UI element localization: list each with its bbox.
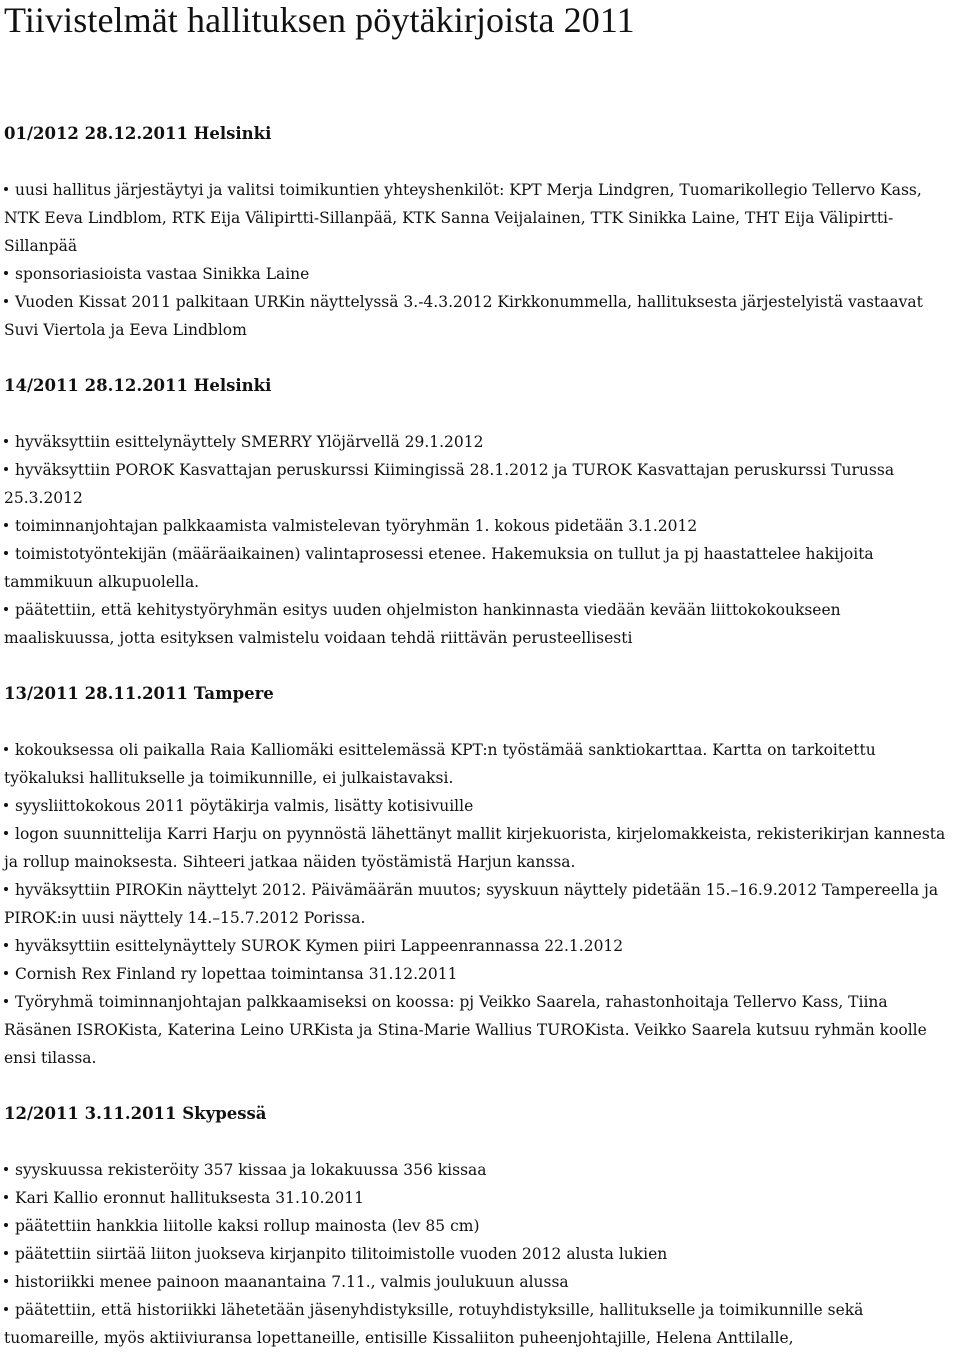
summary-list: [4, 176, 956, 344]
list-item: toiminnanjohtajan palkkaamista valmistelevan työryhmän 1. kokous pidetään 3.1.2012: [4, 512, 956, 540]
list-item: uusi hallitus järjestäytyi ja valitsi toimikuntien yhteyshenkilöt: KPT Merja Lindgren, Tuomarikollegio Tellervo Kass, NTK Eeva Lindblom, RTK Eija Välipirtti-Sillanpää, KTK Sanna Veijalainen, TTK Sinikka Laine, THT Eija Välipirtti-Sillanpää: [4, 176, 956, 260]
bullet-icon: [4, 1240, 15, 1268]
list-item: sponsoriasioista vastaa Sinikka Laine: [4, 260, 956, 288]
bullet-icon: [4, 428, 15, 456]
list-item: hyväksyttiin PIROKin näyttelyt 2012. Päivämäärän muutos; syyskuun näyttely pidetään 15.–16.9.2012 Tampereella ja PIROK:in uusi näyttely 14.–15.7.2012 Porissa.: [4, 876, 956, 932]
list-item: hyväksyttiin POROK Kasvattajan peruskurssi Kiimingissä 28.1.2012 ja TUROK Kasvattajan peruskurssi Turussa 25.3.2012: [4, 456, 956, 512]
list-item: hyväksyttiin esittelynäyttely SMERRY Ylöjärvellä 29.1.2012: [4, 428, 956, 456]
list-item: Kari Kallio eronnut hallituksesta 31.10.2011: [4, 1184, 956, 1212]
section-heading: 01/2012 28.12.2011 Helsinki: [4, 124, 272, 143]
bullet-icon: [4, 820, 15, 848]
list-item: Vuoden Kissat 2011 palkitaan URKin näyttelyssä 3.-4.3.2012 Kirkkonummella, hallituksesta järjestelyistä vastaavat Suvi Viertola ja Eeva Lindblom: [4, 288, 956, 344]
summary-list: [4, 428, 956, 652]
bullet-icon: [4, 1296, 15, 1324]
section-heading: 14/2011 28.12.2011 Helsinki: [4, 376, 272, 395]
bullet-icon: [4, 792, 15, 820]
bullet-icon: [4, 456, 15, 484]
summary-list: [4, 736, 956, 1072]
minutes-section: [4, 120, 956, 344]
bullet-icon: [4, 176, 15, 204]
bullet-icon: [4, 932, 15, 960]
list-item: Työryhmä toiminnanjohtajan palkkaamiseksi on koossa: pj Veikko Saarela, rahastonhoitaja Tellervo Kass, Tiina Räsänen ISROKista, Katerina Leino URKista ja Stina-Marie Wallius TUROKista. Veikko Saarela kutsuu ryhmän koolle ensi tilassa.: [4, 988, 956, 1072]
section-heading: 12/2011 3.11.2011 Skypessä: [4, 1104, 267, 1123]
bullet-icon: [4, 736, 15, 764]
list-item: syyskuussa rekisteröity 357 kissaa ja lokakuussa 356 kissaa: [4, 1156, 956, 1184]
minutes-section: [4, 680, 956, 1072]
bullet-icon: [4, 1184, 15, 1212]
minutes-section: [4, 1100, 956, 1352]
bullet-icon: [4, 960, 15, 988]
list-item: kokouksessa oli paikalla Raia Kalliomäki esittelemässä KPT:n työstämää sanktiokarttaa. Kartta on tarkoitettu työkaluksi hallitukselle ja toimikunnille, ei julkaistavaksi.: [4, 736, 956, 792]
list-item: logon suunnittelija Karri Harju on pyynnöstä lähettänyt mallit kirjekuorista, kirjelomakkeista, rekisterikirjan kannesta ja rollup mainoksesta. Sihteeri jatkaa näiden työstämistä Harjun kanssa.: [4, 820, 956, 876]
bullet-icon: [4, 876, 15, 904]
summary-list: [4, 1156, 956, 1352]
page-title: Tiivistelmät hallituksen pöytäkirjoista 2011: [4, 0, 635, 40]
minutes-section: [4, 372, 956, 652]
list-item: hyväksyttiin esittelynäyttely SUROK Kymen piiri Lappeenrannassa 22.1.2012: [4, 932, 956, 960]
bullet-icon: [4, 1156, 15, 1184]
list-item: syysliittokokous 2011 pöytäkirja valmis, lisätty kotisivuille: [4, 792, 956, 820]
list-item: Cornish Rex Finland ry lopettaa toimintansa 31.12.2011: [4, 960, 956, 988]
section-heading: 13/2011 28.11.2011 Tampere: [4, 684, 274, 703]
list-item: päätettiin, että historiikki lähetetään jäsenyhdistyksille, rotuyhdistyksille, hallitukselle ja toimikunnille sekä tuomareille, myös aktiiviuransa lopettaneille, entisille Kissaliiton puheenjohtajille, Helena Anttilalle,: [4, 1296, 956, 1352]
list-item: toimistotyöntekijän (määräaikainen) valintaprosessi etenee. Hakemuksia on tullut ja pj haastattelee hakijoita tammikuun alkupuolella.: [4, 540, 956, 596]
list-item: päätettiin hankkia liitolle kaksi rollup mainosta (lev 85 cm): [4, 1212, 956, 1240]
bullet-icon: [4, 288, 15, 316]
bullet-icon: [4, 260, 15, 288]
bullet-icon: [4, 1212, 15, 1240]
bullet-icon: [4, 988, 15, 1016]
bullet-icon: [4, 540, 15, 568]
bullet-icon: [4, 1268, 15, 1296]
list-item: päätettiin siirtää liiton juokseva kirjanpito tilitoimistolle vuoden 2012 alusta lukien: [4, 1240, 956, 1268]
document-page: [4, 0, 956, 1352]
bullet-icon: [4, 512, 15, 540]
bullet-icon: [4, 596, 15, 624]
list-item: päätettiin, että kehitystyöryhmän esitys uuden ohjelmiston hankinnasta viedään kevään liittokokoukseen maaliskuussa, jotta esityksen valmistelu voidaan tehdä riittävän perusteellisesti: [4, 596, 956, 652]
list-item: historiikki menee painoon maanantaina 7.11., valmis joulukuun alussa: [4, 1268, 956, 1296]
